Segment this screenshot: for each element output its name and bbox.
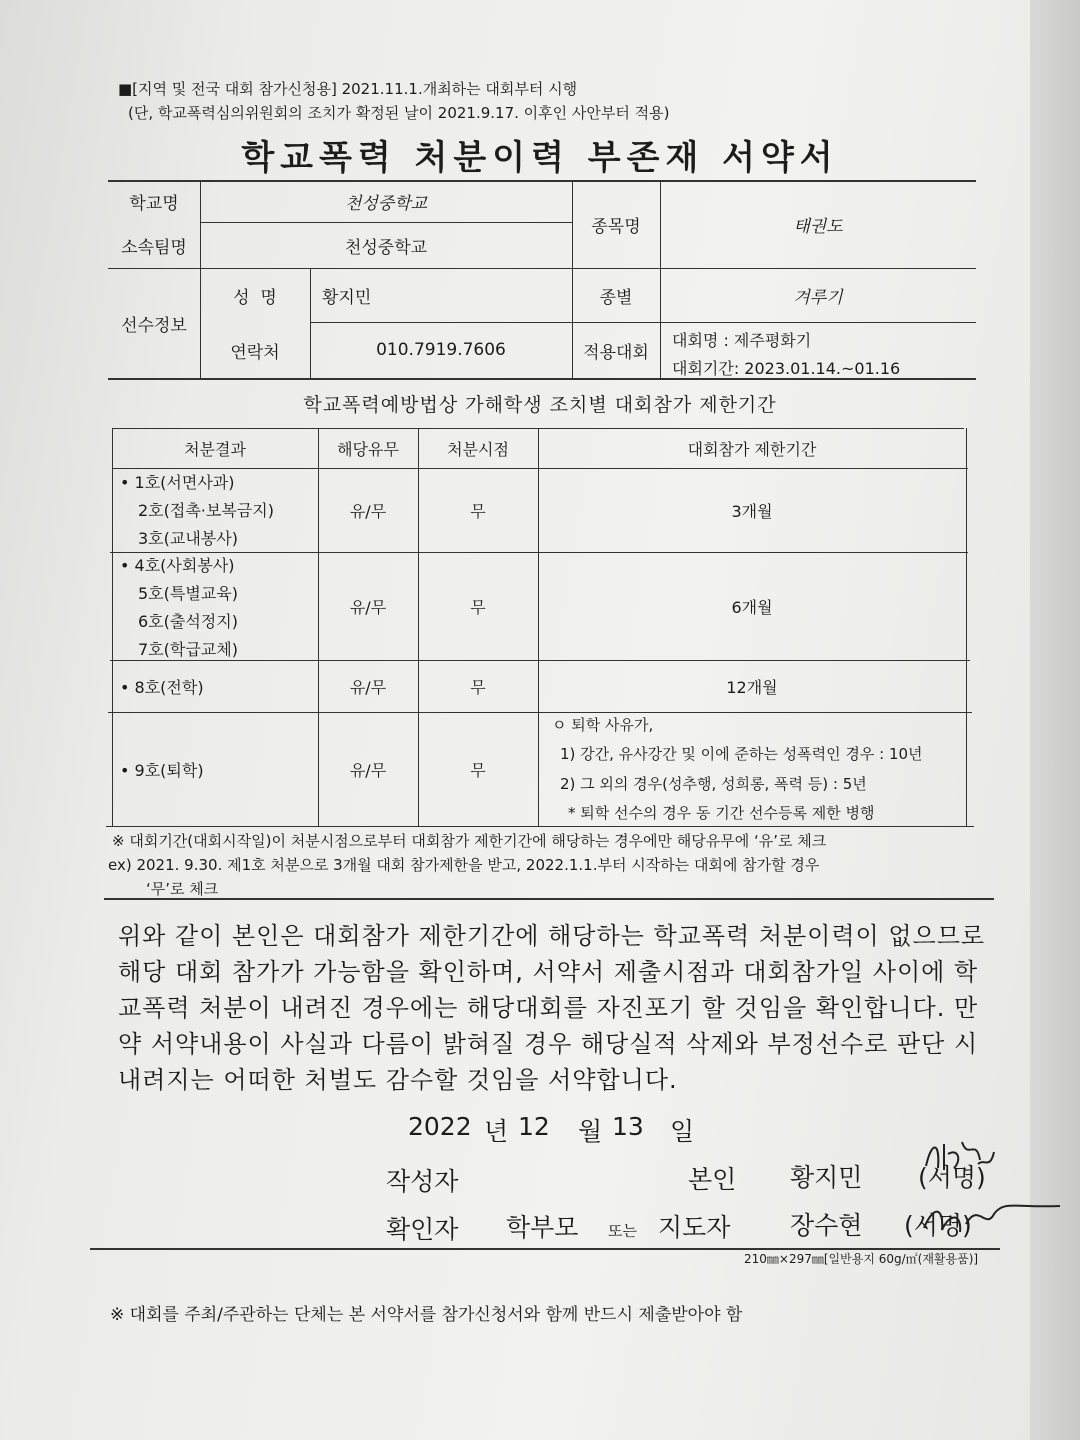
pledge-text: 위와 같이 본인은 대회참가 제한기간에 해당하는 학교폭력 처분이력이 없으므로 해당 대회 참가가 가능함을 확인하며, 서약서 제출시점과 대회참가일 사이에 학교폭력 처분이 내려진 경우에는 해당대회를 자진포기 할 것임을 확인합니다. 만약 서약내용이 사실과 다름이 밝혀질 경우 해당실적 삭제와 부정선수로 판단 시 내려지는 어떠한 처벌도 감수할 것임을 서약합니다. (118, 922, 986, 1094)
header-notice-1: ■[지역 및 전국 대회 참가신청용] 2021.11.1.개최하는 대회부터 시행 (118, 80, 578, 98)
table-line (106, 826, 974, 827)
table-note-3: ‘무’로 체크 (146, 880, 219, 898)
coach-name: 장수현 (790, 1211, 863, 1240)
row1-period: 3개월 (731, 501, 773, 521)
self-sign-placeholder: (서명) (918, 1163, 986, 1192)
row4-period-line-3: 2) 그 외의 경우(성추행, 성희롱, 폭력 등) : 5년 (560, 775, 867, 793)
table-vline (966, 428, 967, 826)
competition-period: 대회기간: 2023.01.14.~01.16 (672, 359, 901, 378)
row1-result-3: 3호(교내봉사) (138, 529, 238, 548)
row4-period-line-2: 1) 강간, 유사강간 및 이에 준하는 성폭력인 경우 : 10년 (560, 745, 923, 763)
coach-label: 지도자 (658, 1213, 731, 1242)
contact-value: 010.7919.7606 (376, 340, 506, 360)
competition-name: 대회명 : 제주평화기 (672, 331, 812, 350)
name-label: 성 명 (233, 287, 277, 308)
competition-label: 적용대회 (583, 342, 649, 363)
writer-label: 작성자 (386, 1167, 459, 1196)
parent-label: 학부모 (506, 1213, 579, 1242)
date-month-unit: 월 (578, 1117, 603, 1146)
row3-timing: 무 (470, 677, 486, 697)
name-value: 황지민 (322, 287, 372, 308)
date-month: 12 (518, 1112, 550, 1141)
table-note-2: ex) 2021. 9.30. 제1호 처분으로 3개월 대회 참가제한을 받고, 2022.1.1.부터 시작하는 대회에 참가할 경우 (108, 856, 820, 874)
footer-note: ※ 대회를 주최/주관하는 단체는 본 서약서를 참가신청서와 함께 반드시 제출받아야 함 (110, 1305, 743, 1325)
col-header-result: 처분결과 (184, 439, 246, 459)
self-signature-scribble (918, 1130, 998, 1190)
row2-timing: 무 (470, 597, 486, 617)
row3-period: 12개월 (726, 677, 778, 697)
date-day: 13 (612, 1112, 644, 1141)
col-header-period: 대회참가 제한기간 (687, 439, 817, 459)
col-header-timing: 처분시점 (447, 439, 509, 459)
row2-applicable: 유/무 (349, 597, 387, 617)
paper-spec: 210㎜×297㎜[일반용지 60g/㎡(재활용품)] (744, 1252, 979, 1266)
coach-sign-placeholder: (서명) (904, 1211, 972, 1240)
self-name: 황지민 (790, 1163, 863, 1192)
event-label: 종별 (599, 287, 633, 308)
school-value: 천성중학교 (344, 193, 428, 214)
sport-label: 종목명 (591, 216, 641, 237)
row4-applicable: 유/무 (349, 760, 387, 780)
row1-result-1: • 1호(서면사과) (120, 473, 235, 492)
row1-timing: 무 (470, 501, 486, 521)
school-label: 학교명 (129, 193, 179, 214)
event-value: 겨루기 (793, 287, 843, 308)
row2-result-4: 7호(학급교체) (138, 640, 238, 659)
contact-label: 연락처 (230, 342, 280, 363)
date-year: 2022 (408, 1112, 472, 1141)
row1-applicable: 유/무 (349, 501, 387, 521)
or-label: 또는 (608, 1222, 637, 1240)
row3-applicable: 유/무 (349, 677, 387, 697)
restriction-section-title: 학교폭력예방법상 가해학생 조치별 대회참가 제한기간 (303, 394, 777, 416)
document-title: 학교폭력 처분이력 부존재 서약서 (241, 138, 839, 178)
player-info-label: 선수정보 (121, 315, 187, 336)
confirmer-label: 확인자 (386, 1215, 459, 1244)
self-label: 본인 (688, 1165, 737, 1194)
notes-divider (104, 898, 994, 900)
row4-result-1: • 9호(퇴학) (120, 760, 204, 780)
row1-result-2: 2호(접촉·보복금지) (138, 501, 274, 520)
header-notice-2: (단, 학교폭력심의위원회의 조치가 확정된 날이 2021.9.17. 이후인 사안부터 적용) (128, 104, 670, 122)
row2-result-1: • 4호(사회봉사) (120, 556, 235, 575)
row2-period: 6개월 (731, 597, 773, 617)
team-value: 천성중학교 (344, 237, 428, 258)
row2-result-2: 5호(특별교육) (138, 584, 238, 603)
row2-result-3: 6호(출석정지) (138, 612, 238, 631)
date-year-unit: 년 (484, 1117, 509, 1146)
row4-timing: 무 (470, 760, 486, 780)
row4-period-line-1: ㅇ 퇴학 사유가, (552, 716, 654, 734)
row3-result-1: • 8호(전학) (120, 677, 204, 697)
table-note-1: ※ 대회기간(대회시작일)이 처분시점으로부터 대회참가 제한기간에 해당하는 경우에만 해당유무에 ‘유’로 체크 (112, 832, 827, 850)
team-label: 소속팀명 (121, 237, 187, 258)
col-header-applicable: 해당유무 (337, 439, 399, 459)
sport-value: 태권도 (793, 216, 843, 237)
date-day-unit: 일 (670, 1117, 695, 1146)
row4-period-line-4: * 퇴학 선수의 경우 동 기간 선수등록 제한 병행 (568, 804, 875, 822)
coach-signature-scribble (920, 1194, 1070, 1244)
